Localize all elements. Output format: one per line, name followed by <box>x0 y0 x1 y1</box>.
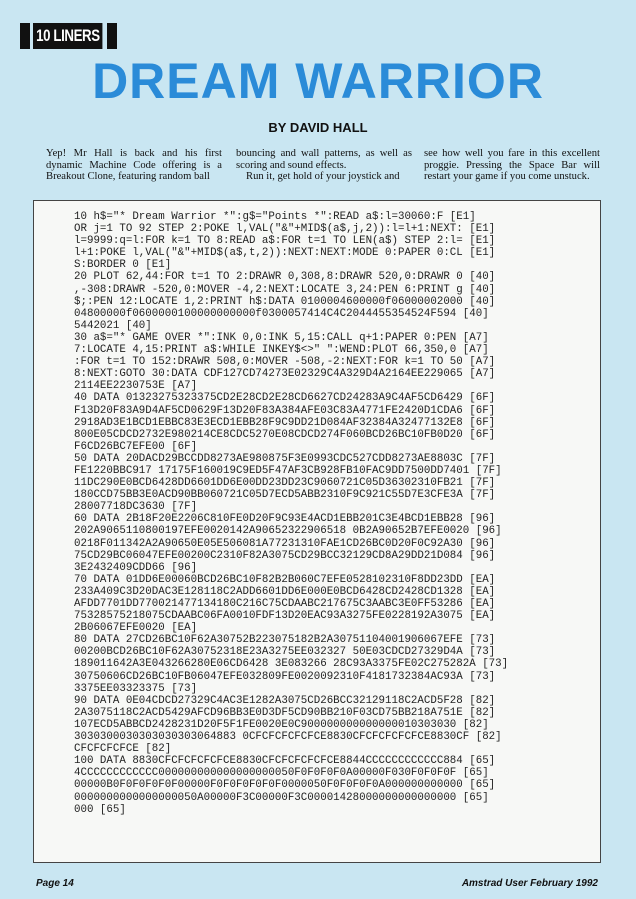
listing-line: 04800000f0600000100000000000f0300057414C4C2044455354524F594 [40] <box>74 307 489 320</box>
listing-line: 80 DATA 27CD26BC10F62A30752B223075182B2A30751104001906067EFE [73] <box>74 634 496 647</box>
listing-line: 00200BCD26BC10F62A30752318E23A3275EE032327 50E03CDCD27329D4A [73] <box>74 646 496 659</box>
listing-line: 20 PLOT 62,44:FOR t=1 TO 2:DRAWR 0,308,8:DRAWR 520,0:DRAWR 0 [40] <box>74 271 496 284</box>
program-listing <box>74 211 508 816</box>
listing-line: 2114EE2230753E [A7] <box>74 380 198 393</box>
listing-line: 180CCD75BB3E0ACD90BB060721C05D7ECD5ABB2310F9C921C55D7E3CFE3A [7F] <box>74 489 496 502</box>
listing-line: 800E05CDCD2732E980214CE8CDC5270E08CDCD274F060BCD26BC10FB0D20 [6F] <box>74 428 496 441</box>
listing-line: 2A3075118C2ACD5429AFCD96BB3E0D3DF5CD90BB210F03CD75BB218A751E [82] <box>74 706 496 719</box>
listing-line: 28007718DC3630 [7F] <box>74 501 198 514</box>
magazine-issue: Amstrad User February 1992 <box>461 878 598 889</box>
listing-line: 70 DATA 01DD6E00060BCD26BC10F82B2B060C7EFE0528102310F8DD23DD [EA] <box>74 573 496 586</box>
intro-paragraph: Run it, get hold of your joystick and <box>246 171 400 183</box>
tag-block-left <box>20 23 30 49</box>
listing-line: 5442021 [40] <box>74 319 152 332</box>
listing-line: 30750606CD26BC10FB06047EFE032809FE0020092310F4181732384AC93A [73] <box>74 670 496 683</box>
program-listing-box <box>33 200 601 863</box>
listing-line: 202A9065110800197EFE0020142A90652322906518 0B2A90652B7EFE0020 [96] <box>74 525 502 538</box>
listing-line: 30 a$="* GAME OVER *":INK 0,0:INK 5,15:CALL q+1:PAPER 0:PEN [A7] <box>74 331 489 344</box>
listing-line: 3375EE03323375 [73] <box>74 682 198 695</box>
listing-line: $;:PEN 12:LOCATE 1,2:PRINT h$:DATA 0100004600000f06000002000 [40] <box>74 295 496 308</box>
listing-line: 4CCCCCCCCCCCC000000000000000000050F0F0F0F0A00000F030F0F0F0F [65] <box>74 767 489 780</box>
listing-line: 40 DATA 01323275323375CD2E28CD2E28CD6627CD24283A9C4AF5CD6429 [6F] <box>74 392 496 405</box>
listing-line: 000 [65] <box>74 803 126 816</box>
intro-column-1 <box>46 148 222 183</box>
section-tag-label: 10 LINERS <box>33 23 103 49</box>
listing-line: OR j=1 TO 92 STEP 2:POKE l,VAL("&"+MID$(a$,j,2)):l=l+1:NEXT: [E1] <box>74 223 496 236</box>
listing-line: CFCFCFCFCE [82] <box>74 743 172 756</box>
listing-line: AFDD7701DD770021477134180C216C75CDAABC217675C3AABC3E0FF53286 [EA] <box>74 598 496 610</box>
listing-line: FE1220BBC917 17175F160019C9ED5F47AF3CB928FB10FAC9DD7500DD7401 [7F] <box>74 464 502 477</box>
listing-line: 90 DATA 0E04CDCD27329C4AC3E1282A3075CD26BCC32129118C2ACD5F28 [82] <box>74 694 496 707</box>
intro-paragraph: bouncing and wall patterns, as well as scoring and sound effects. <box>236 148 412 171</box>
intro-column-2 <box>236 148 412 183</box>
listing-line: 60 DATA 2B18F20E2206C810FE0D20F9C93E4ACD1EBB201C3E4BCD1EBB28 [96] <box>74 513 496 526</box>
listing-line: l+1:POKE l,VAL("&"+MID$(a$,t,2)):NEXT:NEXT:MODE 0:PAPER 0:CL [E1] <box>74 247 496 260</box>
listing-line: 2B06067EFE0020 [EA] <box>74 622 198 635</box>
listing-line: F13D20F83A9D4AF5CD0629F13D20F83A384AFE03C83A4771FE2420D1CDA6 [6F] <box>74 404 496 417</box>
listing-line: 0000000000000000050A00000F3C00000F3C00001428000000000000000 [65] <box>74 791 489 804</box>
page-number: Page 14 <box>36 878 74 889</box>
section-tag <box>20 22 117 50</box>
listing-line: 11DC290E0BCD6428DD6601DD6E00DD23DD23C9060721C05D36302310FB21 [7F] <box>74 477 496 490</box>
listing-line: 189011642A3E043266280E06CD6428 3E083266 28C93A3375FE02C275282A [73] <box>74 658 509 671</box>
listing-line: 8:NEXT:GOTO 30:DATA CDF127CD74273E02329C4A329D4A2164EE229065 [A7] <box>74 368 496 381</box>
listing-line: ,-308:DRAWR -520,0:MOVER -4,2:NEXT:LOCATE 3,24:PEN 6:PRINT g [40] <box>74 283 496 296</box>
listing-line: 75328575218075CDAABC06FA0010FDF13D20EAC93A3275FE0228192A3075 [EA] <box>74 610 496 623</box>
listing-line: 0218F011342A2A90650E05E506081A77231310FAE1CD26BC0D20F0C92A30 [96] <box>74 537 496 550</box>
listing-line: 7:LOCATE 4,15:PRINT a$:WHILE INKEY$<>" ":WEND:PLOT 66,350,0 [A7] <box>74 344 489 357</box>
listing-line: 2918AD3E1BCD1EBBC83E3ECD1EBB28F9C9DD21D084AF32384A32477132E8 [6F] <box>74 416 496 429</box>
intro-column-3 <box>424 148 600 183</box>
listing-line: 100 DATA 8830CFCFCFCFCFCE8830CFCFCFCFCFCE8844CCCCCCCCCCCC884 [65] <box>74 755 496 768</box>
listing-line: l=9999:q=l:FOR k=1 TO 8:READ a$:FOR t=1 TO LEN(a$) STEP 2:l= [E1] <box>74 235 496 248</box>
listing-line: 10 h$="* Dream Warrior *":g$="Points *":READ a$:l=30060:F [E1] <box>74 211 476 223</box>
listing-line: 00000B0F0F0F0F0F00000F0F0F0F0F0F0000050F0F0F0F0A000000000000 [65] <box>74 779 496 792</box>
listing-line: 75CD29BC06047EFE00200C2310F82A3075CD29BCC32129CD8A29DD21D084 [96] <box>74 549 496 562</box>
listing-line: F6CD26BC7EFE00 [6F] <box>74 440 198 453</box>
listing-line: 233A409C3D20DAC3E128118C2ADD6601DD6E000E0BCD6428CD2428CD1328 [EA] <box>74 585 496 598</box>
listing-line: :FOR t=1 TO 152:DRAWR 508,0:MOVER -508,-2:NEXT:FOR k=1 TO 50 [A7] <box>74 356 496 369</box>
listing-line: 50 DATA 20DACD29BCCDD8273AE980875F3E0993CDC527CDD8273AE8803C [7F] <box>74 452 496 465</box>
article-title: DREAM WARRIOR <box>92 53 544 109</box>
intro-paragraph: Yep! Mr Hall is back and his first dynamic Machine Code offering is a Breakout Clone, featuring random ball <box>46 148 222 183</box>
listing-line: 107ECD5ABBCD2428231D20F5F1FE0020E0C900000000000000010303030 [82] <box>74 718 489 731</box>
intro-paragraph: see how well you fare in this excellent proggie. Pressing the Space Bar will restart your game if you come unstuck. <box>424 148 600 183</box>
article-byline: BY DAVID HALL <box>268 120 368 135</box>
listing-line: 3030300030303030303064883 0CFCFCFCFCFCE8830CFCFCFCFCFCE8830CF [82] <box>74 731 502 744</box>
listing-line: S:BORDER 0 [E1] <box>74 259 172 272</box>
tag-block-right <box>107 23 117 49</box>
listing-line: 3E2432409CDD66 [96] <box>74 561 198 574</box>
